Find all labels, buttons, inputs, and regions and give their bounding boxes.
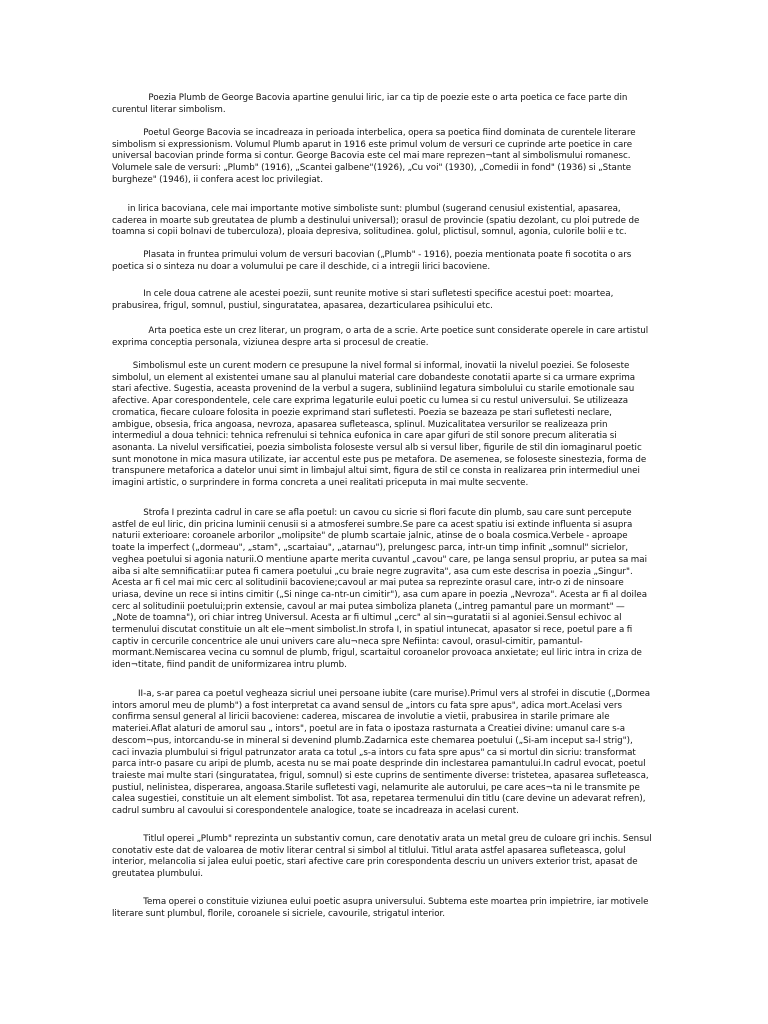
paragraph-arta-poetica: Arta poetica este un crez literar, un program, o arta de a scrie. Arte poetice sunt considerate operele in care artistul exprima conceptia personala, viziunea despre arta si procesul de creatie. <box>112 326 649 348</box>
paragraph-motifs: in lirica bacoviana, cele mai importante motive simboliste sunt: plumbul (sugerand cenusiul existential, apasarea, caderea in moarte sub greutatea de plumb a destinului universal); orasul de provincie (spatiu dezolant, cu ploi putrede de toamna si copii bolnavi de tuberculoza), ploaia depresiva, solitudinea. golul, plictisul, somnul, agonia, culorile bolii e tc. <box>112 204 640 238</box>
paragraph-catrene: In cele doua catrene ale acestei poezii, sunt reunite motive si stari sufletesti specifice acestui poet: moartea, prabusirea, frigul, somnul, pustiul, singuratatea, apasarea, dezarticularea psihicului etc. <box>112 289 614 311</box>
paragraph-poet-context: Poetul George Bacovia se incadreaza in perioada interbelica, opera sa poetica fiind dominata de curentele literare simbolism si expressionism. Volumul Plumb aparut in 1916 este primul volum de versuri ce cuprinde arte poetice in care universal bacovian prinde forma si contur. George Bacovia este cel mai mare reprezen¬tant al simbolismului romanesc. Volumele sale de versuri: „Plumb" (1916), „Scantei galbene"(1926), „Cu voi" (1930), „Comedii in fond" (1936) si „Stante burgheze" (1946), ii confera acest loc privilegiat. <box>112 128 636 185</box>
paragraph-intro: Poezia Plumb de George Bacovia apartine genului liric, iar ca tip de poezie este o arta poetica ce face parte din curentul literar simbolism. <box>112 93 628 115</box>
paragraph-tema: Tema operei o constituie viziunea eului poetic asupra universului. Subtema este moartea prin impietrire, iar motivele literare sunt plumbul, florile, coroanele si sicriele, cavourile, strigatul interior. <box>112 897 649 919</box>
paragraph-simbolism: Simbolismul este un curent modern ce presupune la nivel formal si informal, inovatii la nivelul poeziei. Se foloseste simbolul, un element al existentei umane sau al planului material care dobandeste conotatii aparte si ca urmare exprima stari afective. Sugestia, aceasta provenind de la verbul a sugera, subliniind legatura simbolului cu starile emotionale sau afective. Apar corespondentele, cele care exprima legaturile eului poetic cu lumea si cu restul universului. Se utilizeaza cromatica, fiecare culoare folosita in poezie exprimand stari sufletesti. Poezia se bazeaza pe stari sufletesti neclare, ambigue, obsesia, frica angoasa, nevroza, apasarea sufleteasca, splinul. Muzicalitatea versurilor se realizeaza prin intermediul a doua tehnici: tehnica refrenului si tehnica eufonica in care apar gifuri de stil sonore precum aliteratia si asonanta. La nivelul versificatiei, poezia simbolista foloseste versul alb si versul liber, figurile de stil din iomaginarul poetic sunt monotone in mica masura utilizate, iar accentul este pus pe metafora. De asemenea, se foloseste sinestezia, forma de transpunere metaforica a datelor unui simt in limbajul altui simt, figura de stil ce consta in realizarea prin intermediul unei imagini artistic, o surprindere in forma concreta a unei realitati priceputa in mai multe secvente. <box>112 361 647 489</box>
paragraph-titlu: Titlul operei „Plumb" reprezinta un substantiv comun, care denotativ arata un metal greu de culoare gri inchis. Sensul conotativ este dat de valoarea de motiv literar central si simbol al titlului. Titlul arata astfel apasarea sufleteasca, golul interior, melancolia si jalea eului poetic, stari afective care prin corespondenta descriu un univers exterior trist, apasat de greutatea plumbului. <box>112 834 652 880</box>
paragraph-strofa-1: Strofa I prezinta cadrul in care se afla poetul: un cavou cu sicrie si flori facute din plumb, sau care sunt percepute astfel de eul liric, din pricina luminii cenusii si a atmosferei sumbre.Se pare ca acest spatiu isi extinde influenta si asupra naturii exterioare: coroanele arborilor „molipsite" de plumb scartaie jalnic, atinse de o boala cosmica.Verbele - aproape toate la imperfect („dormeau", „stam", „scartaiau", „atarnau"), prelungesc parca, intr-un timp infinit „somnul" sicrielor, veghea poetului si agonia naturii.O mentiune aparte merita cuvantul „cavou" care, pe langa sensul propriu, ar putea sa mai aiba si alte semnificatii:ar putea fi camera poetului „cu braie negre zugravita", asa cum este descrisa in poezia „Singur". Acesta ar fi cel mai mic cerc al solitudinii bacoviene;cavoul ar mai putea sa reprezinte orasul care, intr-o zi de ninsoare uriasa, devine un rece si intins cimitir („Si ninge ca-ntr-un cimitir"), asa cum apare in poezia „Nevroza". Acesta ar fi al doilea cerc al solitudinii poetului;prin extensie, cavoul ar mai putea simboliza planeta („intreg pamantul pare un mormant" — „Note de toamna"), ori chiar intreg Universul. Acesta ar fi ultimul „cerc" al sin¬guratatii si al agoniei.Sensul echivoc al termenului discutat constituie un alt ele¬ment simbolist.In strofa I, in spatiul intunecat, apasator si rece, poetul pare a fi captiv in cercurile concentrice ale unui univers care alu¬neca spre Nefiinta: cavoul, orasul-cimitir, pamantul-mormant.Nemiscarea vecina cu somnul de plumb, frigul, scartaitul coroanelor provoaca anxietate; eul liric intra in criza de iden¬titate, fiind pandit de uniformizarea intru plumb. <box>112 508 648 671</box>
paragraph-strofa-2: II-a, s-ar parea ca poetul vegheaza sicriul unei persoane iubite (care murise).Primul vers al strofei in discutie („Dormea intors amorul meu de plumb") a fost interpretat ca avand sensul de „intors cu fata spre apus", adica mort.Acelasi vers confirma sensul general al liricii bacoviene: caderea, miscarea de involutie a vietii, prabusirea in starile primare ale materiei.Aflat alaturi de amorul sau „ intors", poetul are in fata o ipostaza rasturnata a Creatiei divine: umanul care s-a descom¬pus, intorcandu-se in mineral si devenind plumb.Zadarnica este chemarea poetului („Si-am inceput sa-l strig"), caci invazia plumbului si frigul patrunzator arata ca totul „s-a intors cu fata spre apus" ca si mortul din sicriu: transformat parca intr-o pasare cu aripi de plumb, acesta nu se mai poate desprinde din inclestarea pamantului.In cadrul evocat, poetul traieste mai multe stari (singuratatea, frigul, somnul) si este cuprins de sentimente diverse: tristetea, apasarea sufleteasca, pustiul, nelinistea, disperarea, angoasa.Starile sufletesti vagi, nelamurite ale autorului, pe care aces¬ta ni le transmite pe calea sugestiei, constituie un alt element simbolist. Tot asa, repetarea termenului din titlu (care devine un adevarat refren), cadrul sumbru al cavoului si corespondentele analogice, toate se incadreaza in acelasi curent. <box>112 689 651 817</box>
paragraph-placement: Plasata in fruntea primului volum de versuri bacovian („Plumb" - 1916), poezia mentionata poate fi socotita o ars poetica si o sinteza nu doar a volumului pe care il deschide, ci a intregii lirici bacoviene. <box>112 250 632 272</box>
